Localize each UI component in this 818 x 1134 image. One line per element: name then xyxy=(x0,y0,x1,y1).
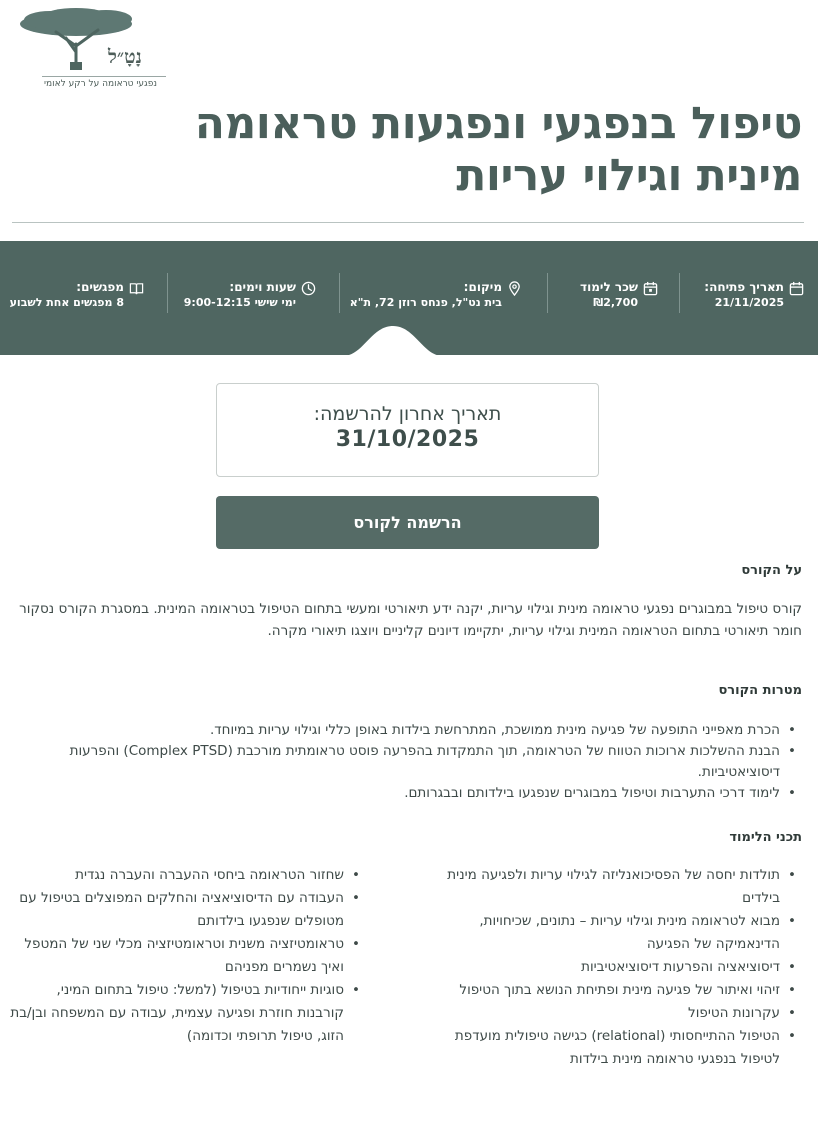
list-item: • הטיפול ההתייחסותי (relational) כגישה טיפולית מועדפת לטיפול בנפגעי טראומה מינית בילדות xyxy=(416,1025,802,1071)
goals-heading: מטרות הקורס xyxy=(718,683,802,698)
info-location xyxy=(350,279,522,311)
info-hours xyxy=(184,279,316,311)
list-item: • הבנת ההשלכות ארוכות הטווח של הטראומה, תוך התמקדות בהפרעה פוסט טראומתית מורכבת (Complex PTSD) והפרעות דיסוציאטיביות. xyxy=(12,741,802,783)
registration-deadline-date: 31/10/2025 xyxy=(335,427,480,452)
info-meetings xyxy=(10,279,144,311)
tuition-fee-label: שכר לימוד xyxy=(580,280,638,294)
logo[interactable] xyxy=(16,6,176,92)
list-item: • זיהוי ואיתור של פגיעה מינית ופתיחת הנושא בתוך הטיפול xyxy=(416,979,802,1002)
info-separator xyxy=(679,273,680,313)
list-item: • לימוד דרכי התערבות וטיפול במבוגרים שנפגעו בילדותם ובבגרותם. xyxy=(12,783,802,804)
info-bar-notch xyxy=(343,326,443,358)
info-separator xyxy=(167,273,168,313)
book-icon xyxy=(129,281,144,296)
logo-brand: נָטָ״ל xyxy=(108,46,142,68)
title-divider xyxy=(12,222,804,223)
hours-label: שעות וימים: xyxy=(229,280,296,294)
calendar-icon xyxy=(789,281,804,296)
info-separator xyxy=(339,273,340,313)
meetings-value: 8 מפגשים אחת לשבוע xyxy=(9,296,124,309)
tree-logo-icon xyxy=(16,6,176,76)
logo-divider xyxy=(42,76,166,77)
list-item: • טראומטיזציה משנית וטראומטיזציה מכלי שני של המטפל ואיך נשמרים מפניהם xyxy=(10,933,366,979)
registration-deadline-box xyxy=(216,383,599,477)
opening-date-value: 21/11/2025 xyxy=(714,296,784,309)
opening-date-label: תאריך פתיחה: xyxy=(704,280,784,294)
hours-value: ימי שישי 9:00-12:15 xyxy=(183,296,296,309)
list-item: • סוגיות ייחודיות בטיפול (למשל: טיפול בתחום המיני, קורבנות חוזרת ופגיעה עצמית, עבודה עם המשפחה ובן/בת הזוג, טיפול תרופתי וכדומה) xyxy=(10,979,366,1048)
list-item: • תולדות יחסה של הפסיכואנליזה לגילוי עריות ולפגיעה מינית בילדים xyxy=(416,864,802,910)
title-line-2: מינית וגילוי עריות xyxy=(456,150,802,201)
title-line-1: טיפול בנפגעי ונפגעות טראומה xyxy=(194,98,802,149)
list-item: • הכרת מאפייני התופעה של פגיעה מינית ממושכת, המתרחשת בילדות באופן כללי וגילוי עריות במיוחד. xyxy=(12,720,802,741)
register-button[interactable]: הרשמה לקורס xyxy=(216,496,599,549)
list-item: • מבוא לטראומה מינית וגילוי עריות – נתונים, שכיחויות, הדינאמיקה של הפגיעה xyxy=(416,910,802,956)
curriculum-list-right xyxy=(416,864,802,1071)
location-label: מיקום: xyxy=(463,280,502,294)
curriculum-list-left xyxy=(10,864,366,1048)
curriculum-heading: תכני הלימוד xyxy=(729,830,802,845)
calendar-cost-icon xyxy=(643,281,658,296)
list-item: • דיסוציאציה והפרעות דיסוציאטיביות xyxy=(416,956,802,979)
list-item: • שחזור הטראומה ביחסי ההעברה והעברה נגדית xyxy=(10,864,366,887)
about-heading: על הקורס xyxy=(741,563,802,578)
tuition-fee-value: ₪2,700 xyxy=(593,296,638,309)
list-item: • העבודה עם הדיסוציאציה והחלקים המפוצלים בטיפול עם מטופלים שנפגעו בילדותם xyxy=(10,887,366,933)
info-separator xyxy=(547,273,548,313)
meetings-label: מפגשים: xyxy=(76,280,124,294)
about-text: קורס טיפול במבוגרים נפגעי טראומה מינית וגילוי עריות, יקנה ידע תיאורטי ומעשי בתחום הטיפול בטראומה המינית. במסגרת הקורס נסקור חומר תיאורטי בתחום הטראומה המינית וגילוי עריות, יתקיימו דיונים קליניים ויוצגו תיאורי מקרה. xyxy=(19,601,802,639)
info-opening-date xyxy=(704,279,804,311)
clock-icon xyxy=(301,281,316,296)
list-item: • עקרונות הטיפול xyxy=(416,1002,802,1025)
info-tuition-fee xyxy=(580,279,658,311)
goals-list xyxy=(12,720,802,804)
location-value: בית נט"ל, פנחס רוזן 72, ת"א xyxy=(349,296,502,309)
location-pin-icon xyxy=(507,281,522,296)
registration-deadline-label: תאריך אחרון להרשמה: xyxy=(313,403,502,425)
page-title xyxy=(42,98,802,202)
logo-tagline: נפגעי טראומה על רקע לאומי xyxy=(44,79,157,89)
